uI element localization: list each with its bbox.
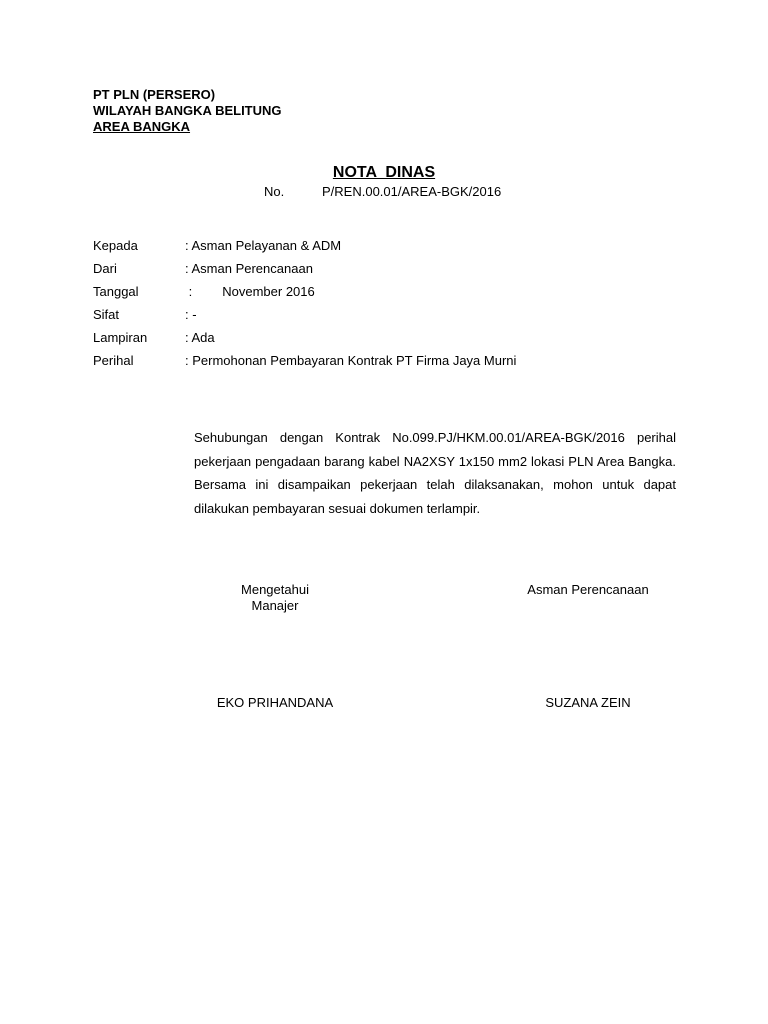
letterhead — [93, 87, 282, 135]
field-sifat — [93, 306, 516, 329]
body-paragraph: Sehubungan dengan Kontrak No.099.PJ/HKM.00.01/AREA-BGK/2016 perihal pekerjaan pengadaan barang kabel NA2XSY 1x150 mm2 lokasi PLN Area Bangka. Bersama ini disampaikan pekerjaan telah dilaksanakan, mohon untuk dapat dilakukan pembayaran sesuai dokumen terlampir. — [194, 430, 676, 516]
field-label: Lampiran — [93, 330, 148, 345]
field-label: Perihal — [93, 353, 134, 368]
field-label: Sifat — [93, 307, 120, 322]
number-label: No. — [264, 184, 285, 199]
signatory-name-right: SUZANA ZEIN — [545, 695, 631, 710]
field-value: : Ada — [185, 330, 215, 345]
memo-fields — [93, 237, 516, 375]
field-kepada — [93, 237, 516, 260]
field-label: Kepada — [93, 238, 138, 253]
signatory-name-left: EKO PRIHANDANA — [216, 695, 334, 710]
field-value: : Asman Perencanaan — [185, 261, 313, 276]
field-label: Dari — [93, 261, 117, 276]
signature-right-line1: Asman Perencanaan — [527, 582, 649, 597]
area-name: AREA BANGKA — [93, 119, 191, 134]
field-value: : - — [185, 307, 197, 322]
document-number — [264, 184, 501, 199]
signature-block-left — [200, 582, 350, 614]
field-value: November 2016 — [222, 284, 315, 299]
number-value: P/REN.00.01/AREA-BGK/2016 — [322, 184, 502, 199]
field-value: : Asman Pelayanan & ADM — [185, 238, 342, 253]
field-perihal — [93, 352, 516, 375]
signature-left-line1: Mengetahui — [241, 582, 309, 597]
company-name: PT PLN (PERSERO) — [93, 87, 216, 102]
field-tanggal — [93, 283, 516, 306]
field-label: Tanggal — [93, 284, 139, 299]
field-colon: : — [185, 284, 193, 299]
field-value: : Permohonan Pembayaran Kontrak PT Firma Jaya Murni — [185, 353, 517, 368]
region-name: WILAYAH BANGKA BELITUNG — [93, 103, 282, 118]
signature-left-line2: Manajer — [251, 598, 299, 613]
document-title: NOTA DINAS — [332, 164, 436, 181]
signature-block-right — [508, 582, 668, 598]
field-dari — [93, 260, 516, 283]
field-lampiran — [93, 329, 516, 352]
